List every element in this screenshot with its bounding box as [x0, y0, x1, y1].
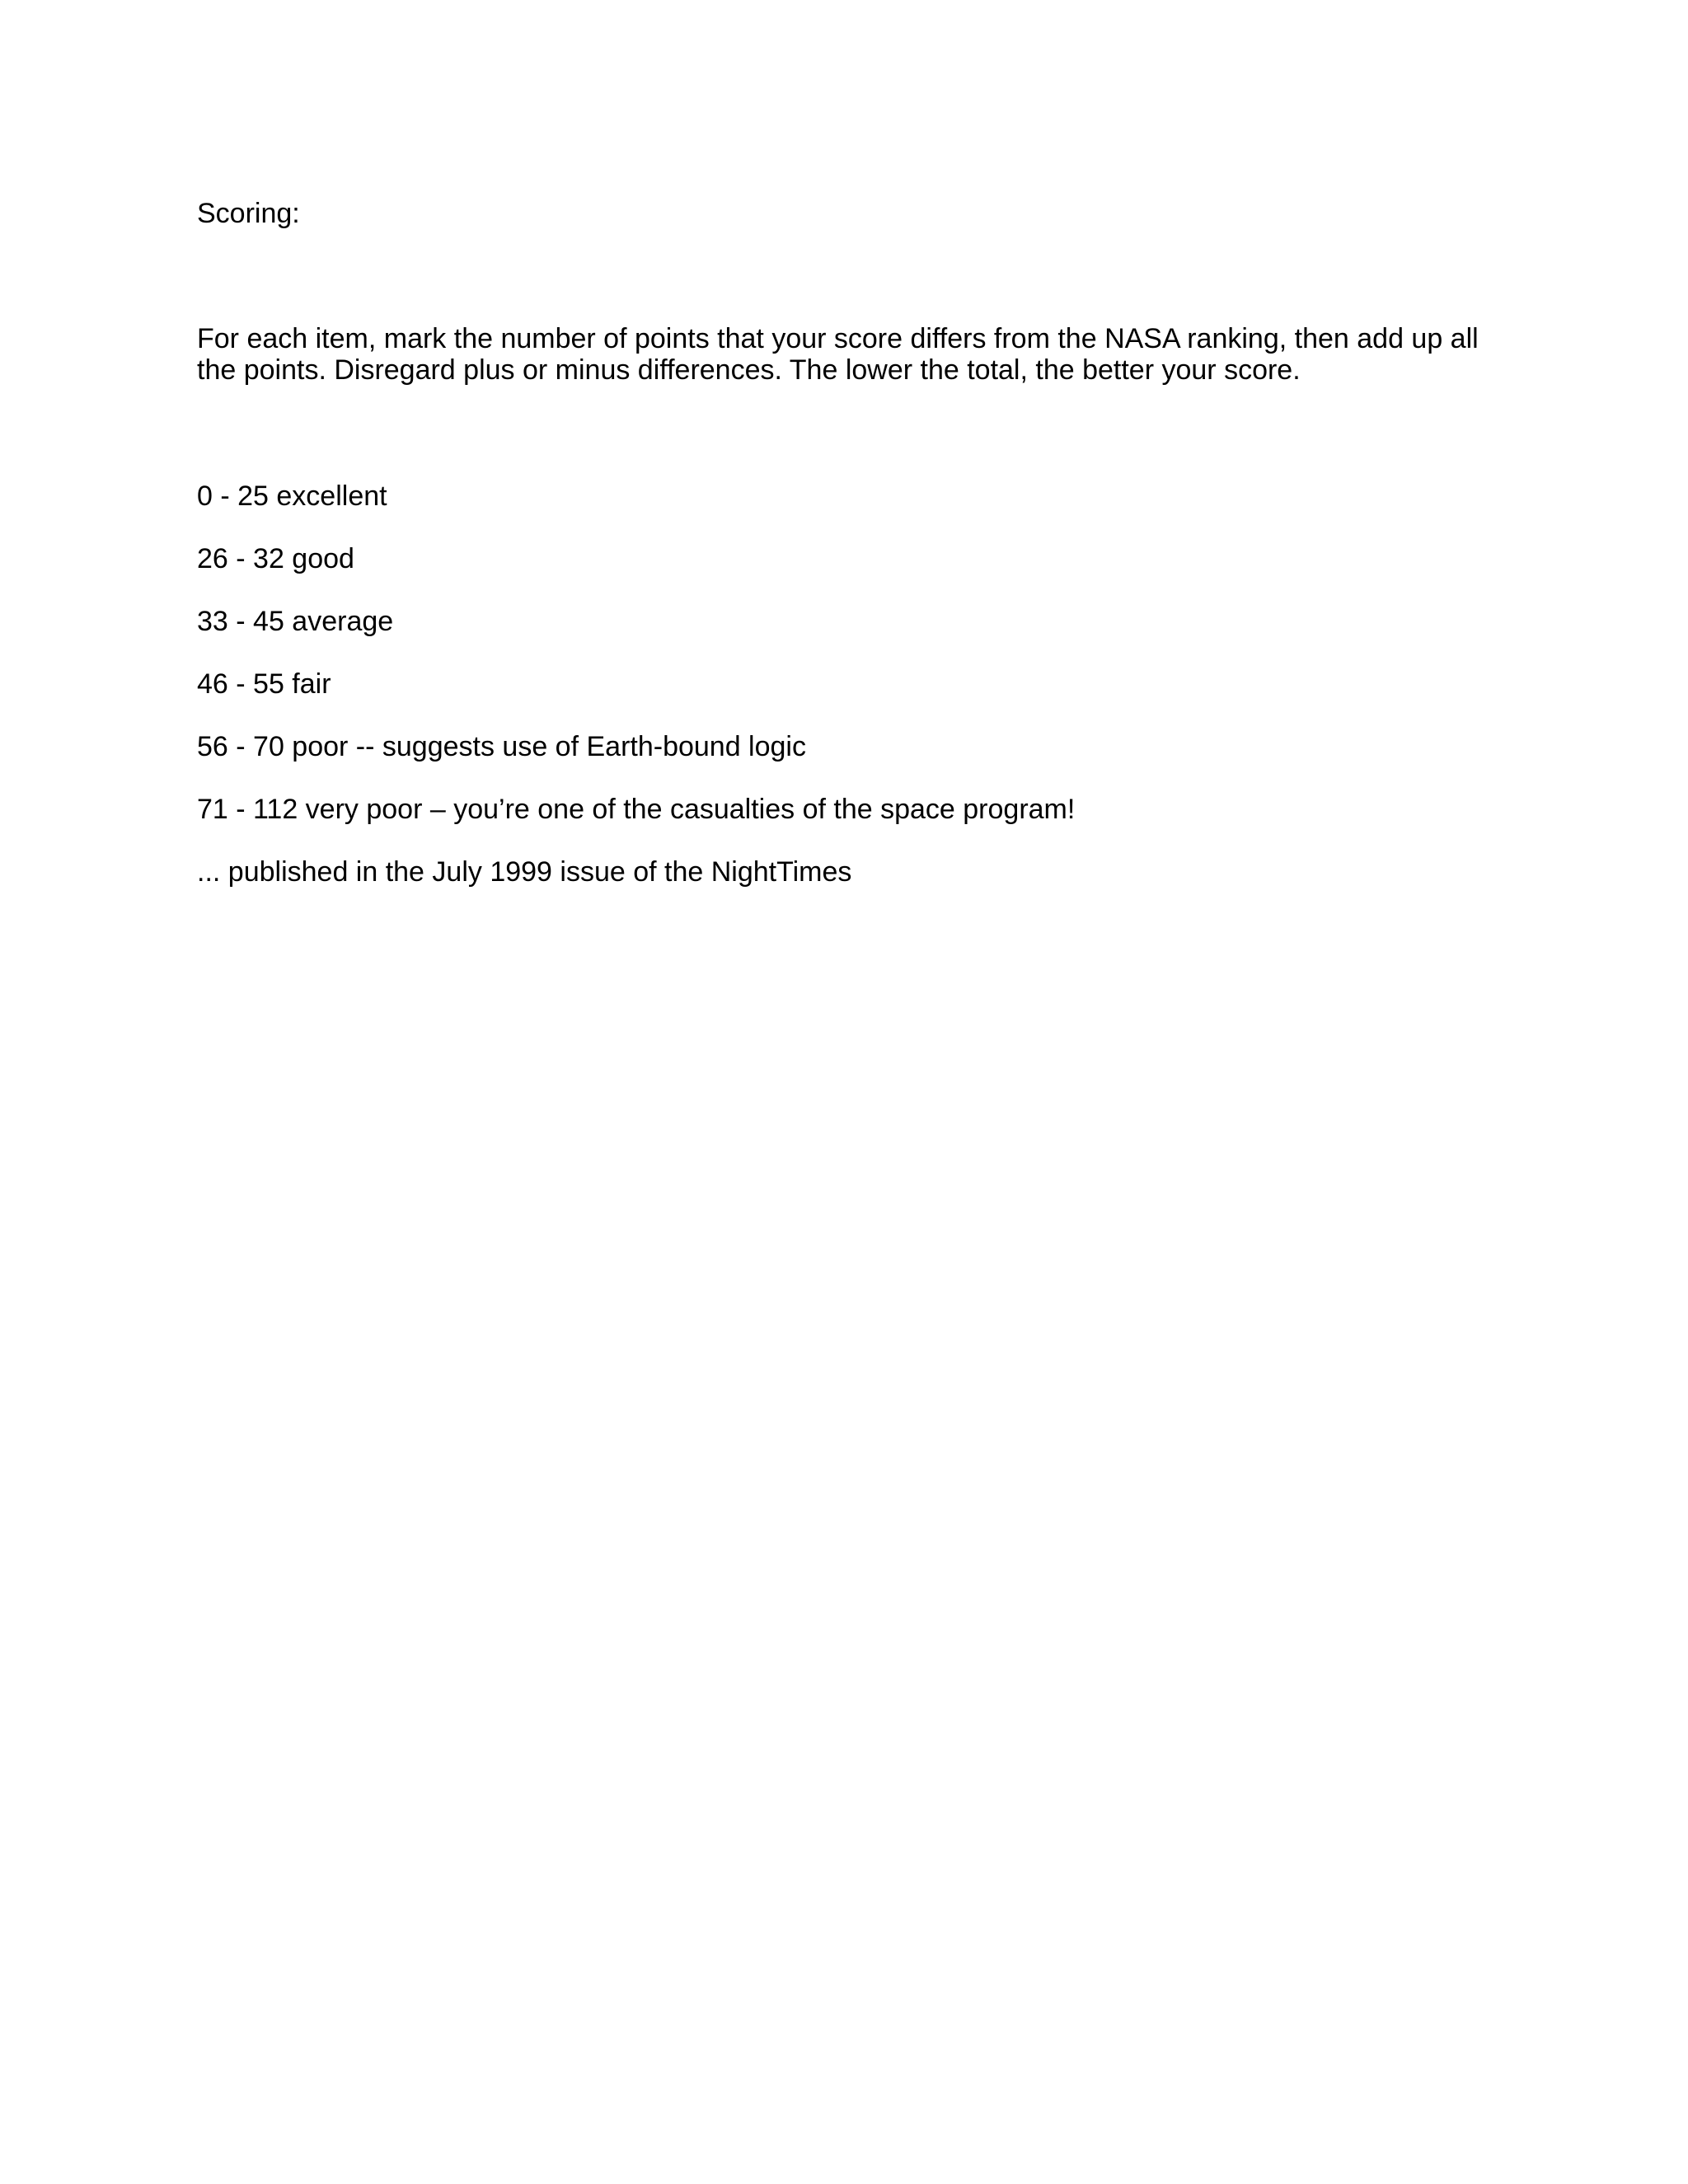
score-range-poor: 56 - 70 poor -- suggests use of Earth-bound logic — [197, 731, 806, 762]
score-range-very-poor: 71 - 112 very poor – you’re one of the casualties of the space program! — [197, 794, 1076, 825]
score-range-list — [197, 480, 1075, 919]
score-range-good: 26 - 32 good — [197, 543, 354, 574]
score-range-excellent: 0 - 25 excellent — [197, 480, 387, 512]
score-range-fair: 46 - 55 fair — [197, 668, 331, 700]
scoring-heading: Scoring: — [197, 198, 300, 229]
scoring-instructions: For each item, mark the number of points that your score differs from the NASA ranking, then add up all the points. Disregard plus or minus differences. The lower the total, the better your score. — [197, 323, 1479, 386]
publication-note: ... published in the July 1999 issue of the NightTimes — [197, 856, 852, 888]
score-range-average: 33 - 45 average — [197, 606, 394, 637]
